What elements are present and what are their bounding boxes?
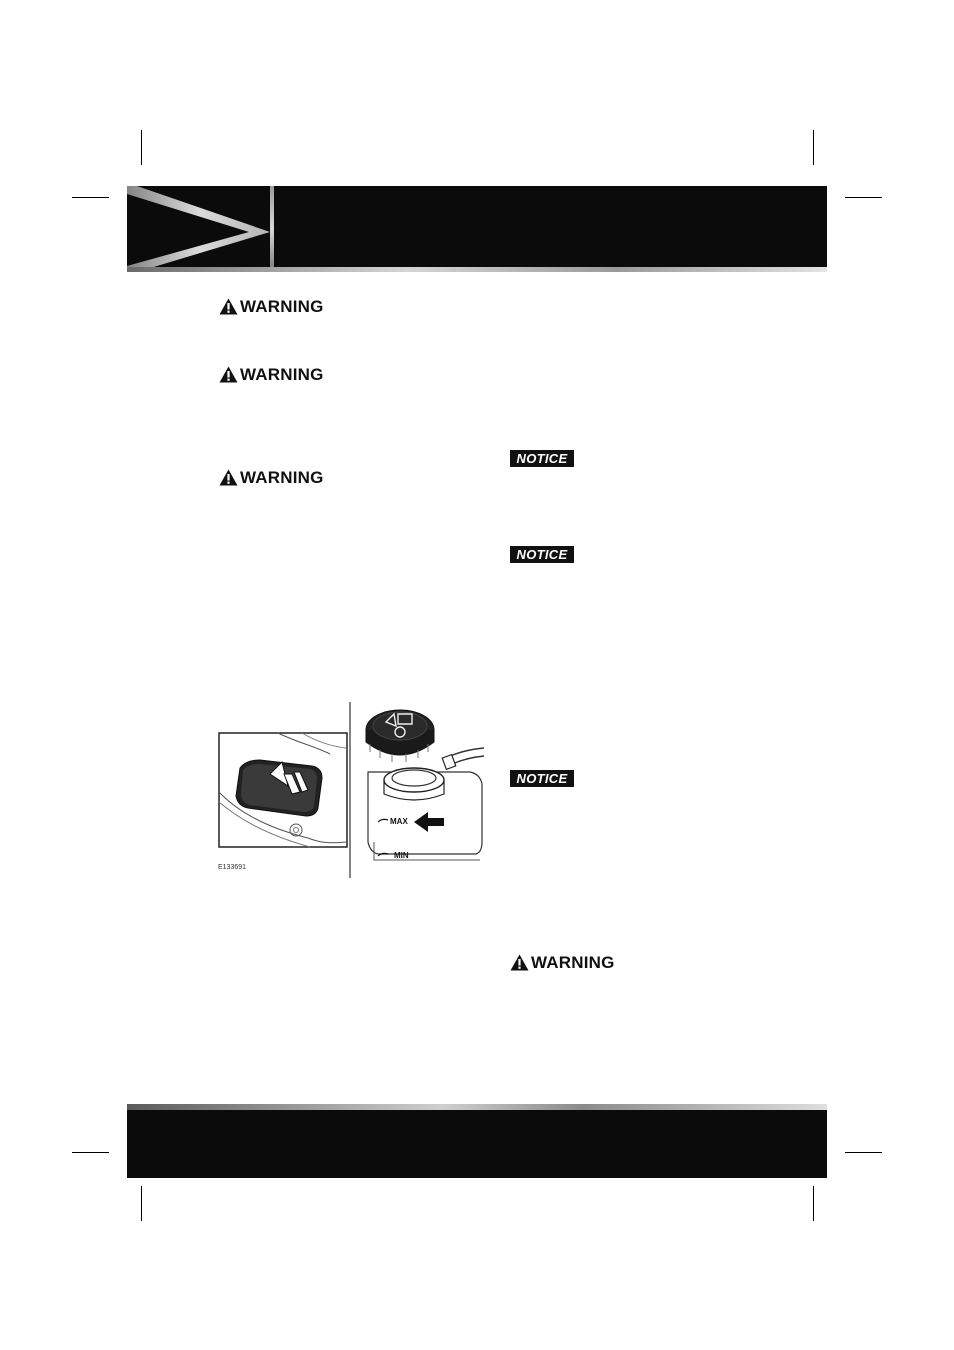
crop-mark-right-lower: [845, 1152, 882, 1153]
notice-badge-3: NOTICE: [510, 770, 574, 787]
warning-label-3: [219, 469, 324, 486]
notice-badge-1: NOTICE: [510, 450, 574, 467]
reservoir-drawing: [350, 702, 484, 878]
max-level-label: MAX: [390, 817, 408, 826]
crop-mark-bottom-left: [141, 1186, 142, 1221]
chevron-arrow-icon: [127, 186, 274, 272]
washer-reservoir-illustration: [218, 702, 484, 878]
warning-triangle-icon: [219, 469, 238, 486]
warning-label-1: [219, 298, 324, 315]
crop-mark-top-right: [813, 130, 814, 165]
notice-badge-2: NOTICE: [510, 546, 574, 563]
crop-mark-left-lower: [72, 1152, 109, 1153]
header-divider: [270, 186, 274, 272]
filler-flap-inset: [219, 733, 347, 847]
page-footer-bar: [127, 1104, 827, 1178]
warning-text: WARNING: [240, 468, 324, 487]
page-header-bar: [127, 186, 827, 272]
footer-silver-rule: [127, 1104, 827, 1110]
warning-text: WARNING: [240, 297, 324, 316]
crop-mark-bottom-right: [813, 1186, 814, 1221]
warning-text: WARNING: [240, 365, 324, 384]
crop-mark-top-left: [141, 130, 142, 165]
crop-mark-left-upper: [72, 197, 109, 198]
header-silver-rule: [127, 267, 827, 272]
warning-label-2: [219, 366, 324, 383]
warning-text: WARNING: [531, 953, 615, 972]
warning-triangle-icon: [510, 954, 529, 971]
min-level-label: MIN: [394, 851, 409, 860]
figure-code: E133691: [218, 864, 247, 871]
warning-triangle-icon: [219, 366, 238, 383]
warning-label-4: [510, 954, 615, 971]
warning-triangle-icon: [219, 298, 238, 315]
crop-mark-right-upper: [845, 197, 882, 198]
